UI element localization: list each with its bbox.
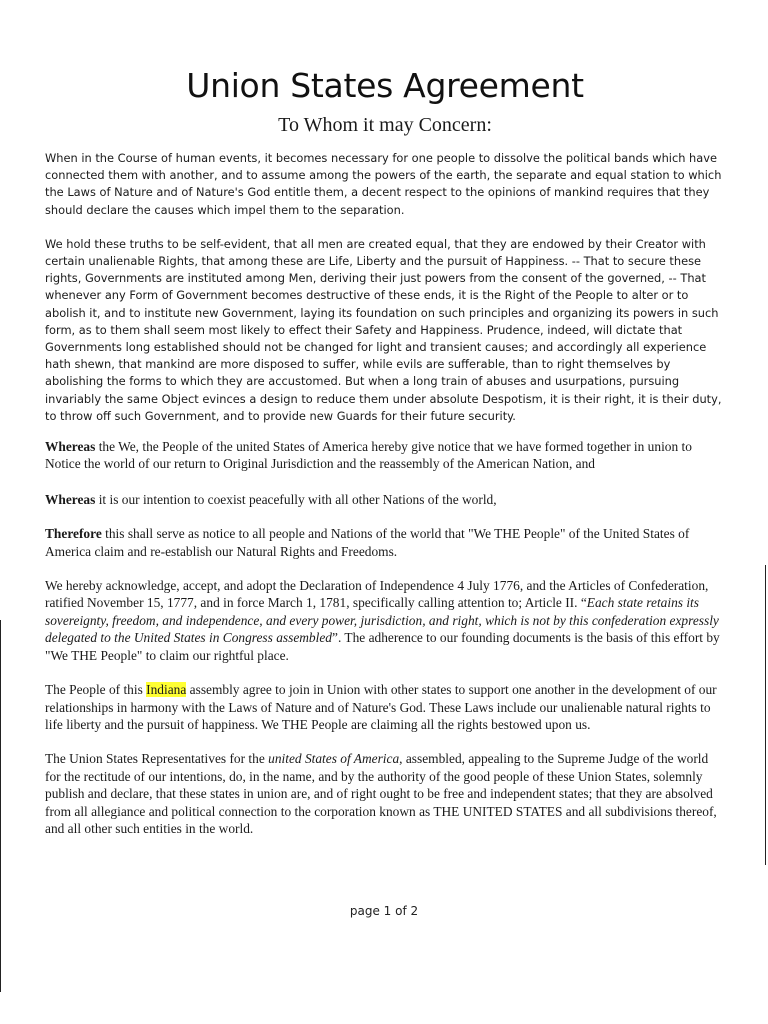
whereas-lead: Whereas — [45, 439, 96, 455]
paragraph-acknowledge — [45, 577, 725, 664]
paragraph-course-of-events: When in the Course of human events, it becomes necessary for one people to dissolve the political bands which have connected them with another, and to assume among the powers of the earth, the separate and equal station to which the Laws of Nature and of Nature's God entitle them, a decent respect to the opinions of mankind requires that they should declare the causes which impel them to the separation. — [45, 151, 722, 217]
reps-post-text: , assembled, appealing to the Supreme Judge of the world for the rectitude of our intentions, do, in the name, and by the authority of the good people of these Union States, solemnly publish and declare, that these states in union are, and of right ought to be free and independent states; that they are absolved from all allegiance and political connection to the corporation known as THE UNITED STATES and all subdivisions thereof, and all other such entities in the world. — [45, 751, 717, 836]
reps-pre-text: The Union States Representatives for the — [45, 751, 269, 767]
paragraph-self-evident-truths: We hold these truths to be self-evident, that all men are created equal, that they are endowed by their Creator with certain unalienable Rights, that among these are Life, Liberty and the pursuit of Happiness. -- That to secure these rights, Governments are instituted among Men, deriving their just powers from the consent of the governed, -- That whenever any Form of Government becomes destructive of these ends, it is the Right of the People to alter or to abolish it, and to institute new Government, laying its foundation on such principles and organizing its powers in such form, as to them shall seem most likely to effect their Safety and Happiness. Prudence, indeed, will dictate that Governments long established should not be changed for light and transient causes; and accordingly all experience hath shewn, that mankind are more disposed to suffer, while evils are sufferable, than to right themselves by abolishing the forms to which they are accustomed. But when a long train of abuses and usurpations, pursuing invariably the same Object evinces a design to reduce them under absolute Despotism, it is their right, it is their duty, to throw off such Government, and to provide new Guards for their future security. — [45, 236, 722, 423]
whereas-union-text: the We, the People of the united States of America hereby give notice that we have formed together in union to Notice the world of our return to Original Jurisdiction and the reassembly of the American Nation, and — [45, 439, 692, 472]
page-number: page 1 of 2 — [349, 904, 419, 918]
highlighted-state-name: Indiana — [146, 682, 187, 698]
whereas-peace-text: it is our intention to coexist peacefully with all other Nations of the world, — [95, 491, 497, 507]
document-subtitle: To Whom it may Concern: — [278, 114, 492, 136]
therefore-lead: Therefore — [45, 526, 102, 542]
page-edge-line-left — [0, 620, 1, 992]
acknowledge-tail: ”. The adherence to our founding documents is the basis of this effort by "We THE People" to claim our rightful place. — [45, 630, 720, 663]
paragraph-representatives — [45, 750, 725, 837]
page-edge-line-right — [765, 565, 766, 865]
document-title: Union States Agreement — [186, 66, 584, 105]
reps-italic-text: united States of America — [268, 751, 400, 767]
paragraph-whereas-peace — [45, 491, 725, 508]
article-ii-quote: Each state retains its sovereignty, freedom, and independence, and every power, jurisdiction, and right, which is not by this confederation expressly delegated to the United States in Congress assembled — [45, 595, 719, 646]
paragraph-whereas-union — [45, 438, 725, 473]
therefore-text: this shall serve as notice to all people and Nations of the world that "We THE People" of the United States of America claim and re-establish our Natural Rights and Freedoms. — [45, 526, 690, 559]
whereas-lead: Whereas — [45, 491, 96, 507]
paragraph-therefore — [45, 525, 725, 560]
indiana-post-text: assembly agree to join in Union with other states to support one another in the development of our relationships in harmony with the Laws of Nature and of Nature's God. These Laws include our unalienable natural rights to life liberty and the pursuit of happiness. We THE People are claiming all the rights bestowed upon us. — [45, 682, 717, 732]
indiana-pre-text: The People of this — [45, 682, 147, 698]
acknowledge-text: We hereby acknowledge, accept, and adopt the Declaration of Independence 4 July 1776, and the Articles of Confederation, ratified November 15, 1777, and in force March 1, 1781, specifically calling attention to; Article II. “ — [45, 578, 709, 611]
document-page — [45, 56, 725, 837]
paragraph-indiana-assembly — [45, 681, 725, 733]
